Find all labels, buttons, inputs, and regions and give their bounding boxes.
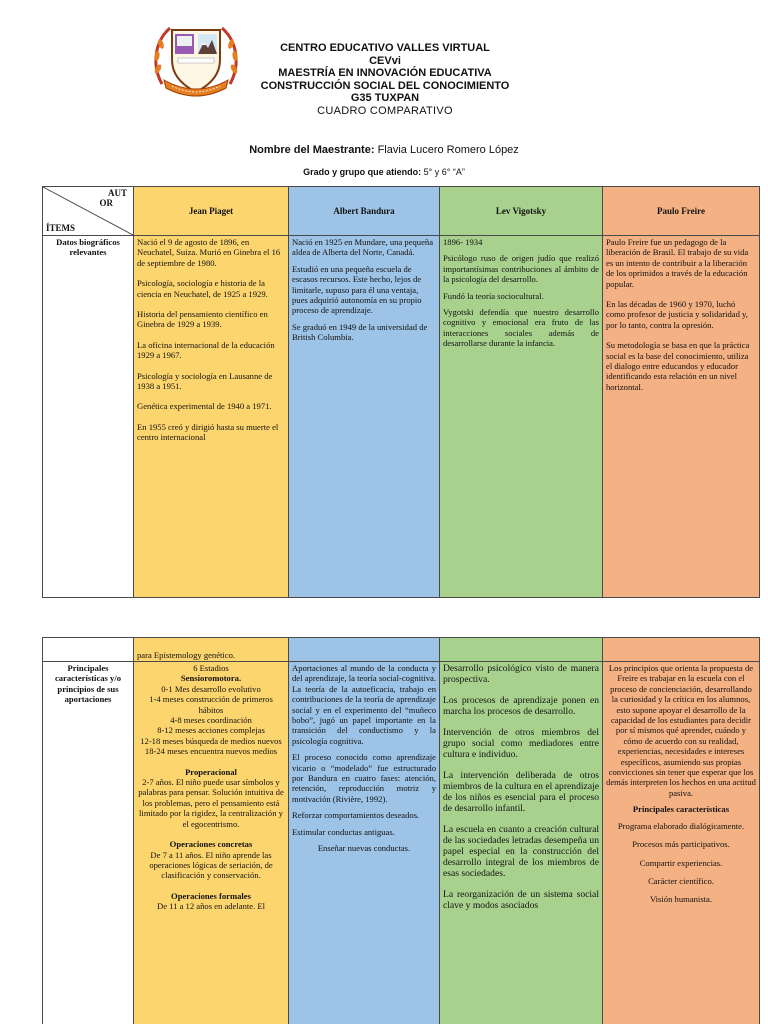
empty-cell bbox=[440, 638, 603, 662]
stage-description: De 7 a 11 años. El niño aprende las operaciones lógicas de seriación, de clasificación y conservación. bbox=[149, 849, 273, 881]
principle-paragraph: Los procesos de aprendizaje ponen en marcha los procesos de desarrollo. bbox=[443, 695, 599, 717]
table-header-row bbox=[43, 187, 760, 236]
characteristic-item: Visión humanista. bbox=[649, 894, 713, 905]
bio-paragraph: Vygotski defendía que nuestro desarrollo cognitivo y emocional era fruto de las interacciones sociales además de desarrollarse durante la infancia. bbox=[443, 307, 599, 349]
comparative-table bbox=[42, 186, 760, 598]
course-name: CONSTRUCCIÓN SOCIAL DEL CONOCIMIENTO bbox=[260, 79, 510, 92]
grade-value: 5° y 6° “A” bbox=[423, 167, 465, 177]
stage-item: 0-1 Mes desarrollo evolutivo bbox=[161, 683, 261, 694]
stage-item: 8-12 meses acciones complejas bbox=[157, 725, 265, 736]
cell-bandura-bio bbox=[289, 236, 440, 598]
school-logo-image bbox=[148, 14, 244, 106]
cell-piaget-bio bbox=[134, 236, 289, 598]
bio-paragraph: La oficina internacional de la educación 1929 a 1967. bbox=[137, 339, 275, 361]
teacher-name: Flavia Lucero Romero López bbox=[377, 144, 519, 156]
document-type: CUADRO COMPARATIVO bbox=[317, 104, 453, 117]
bio-paragraph: Nació en 1925 en Mundare, una pequeña aldea de Alberta del Norte, Canadá. bbox=[292, 237, 434, 258]
cell-piaget-principles bbox=[134, 662, 289, 1024]
empty-cell bbox=[603, 638, 760, 662]
stage-title: Operaciones formales bbox=[171, 890, 251, 901]
row-label-biographical: Datos biográficos relevantes bbox=[43, 236, 134, 598]
bio-paragraph: En 1955 creó y dirigió hasta su muerte el centro internacional bbox=[137, 421, 279, 443]
principle-paragraph: El proceso conocido como aprendizaje vicario o “modelado” fue estructurado por Bandura en cuatro fases: atención, retención, reproducción motriz y motivación (Rivière, 1992). bbox=[292, 752, 436, 804]
bio-paragraph: Psicología y sociología en Lausanne de 1938 a 1951. bbox=[137, 370, 273, 392]
principle-paragraph: Reforzar comportamientos deseados. bbox=[292, 810, 420, 821]
comparative-table-continued bbox=[42, 637, 760, 1024]
principle-paragraph: Los principios que orienta la propuesta de Freire es trabajar en la escuela con el proceso de concienciación, desarrollando la curiosidad y la crítica en los alumnos, esto supone apoyar el desarrollo de la capacidad de los estudiantes para decidir por sí mismos qué aprender, cuándo y cómo de acuerdo con su realidad, experiencias, necesidades e intereses específicos, asumiendo sus propias convicciones sin tener que esperar que los demás interpreten los hechos en una actitud pasiva. bbox=[606, 663, 756, 798]
cell-freire-bio bbox=[603, 236, 760, 598]
bio-paragraph: Historia del pensamiento científico en Ginebra de 1929 a 1939. bbox=[137, 309, 268, 330]
grade-line bbox=[0, 167, 768, 177]
document-header bbox=[0, 0, 768, 185]
table-row-continuation bbox=[43, 638, 760, 662]
principle-paragraph: Intervención de otros miembros del grupo social como mediadores entre cultura e individuo. bbox=[443, 727, 599, 760]
program-name: MAESTRÍA EN INNOVACIÓN EDUCATIVA bbox=[278, 67, 492, 79]
characteristic-item: Programa elaborado dialógicamente. bbox=[617, 820, 745, 831]
characteristic-item: Compartir experiencias. bbox=[639, 857, 723, 868]
table-row-principles bbox=[43, 662, 760, 1024]
principle-paragraph: La reorganización de un sistema social clave y modos asociados bbox=[443, 889, 599, 911]
principle-paragraph: La escuela en cuanto a creación cultural de las sociedades letradas desempeña un papel especial en la construcción del desarrollo integral de los miembros de esas sociedades. bbox=[443, 824, 599, 879]
table-row-biographical bbox=[43, 236, 760, 598]
bio-paragraph: Psicólogo ruso de origen judío que realizó importantísimas contribuciones al ámbito de la psicología del desarrollo. bbox=[443, 253, 599, 285]
bio-paragraph: Genética experimental de 1940 a 1971. bbox=[137, 401, 272, 412]
corner-cell bbox=[43, 187, 134, 236]
stage-title: Operaciones concretas bbox=[169, 839, 253, 850]
principle-paragraph: Aportaciones al mundo de la conducta y del aprendizaje, la teoría social-cognitiva. La teoría de la autoeficacia, trabajo en contribuciones de la teoría de aprendizaje social y en el experimento del “muñeco bobo”, jugó un papel importante en la transición del conductismo y la psicología cognitiva. bbox=[292, 663, 436, 746]
characteristic-item: Carácter científico. bbox=[648, 875, 714, 886]
bio-paragraph: Estudió en una pequeña escuela de escasos recursos. Este hecho, lejos de limitarle, supuso para él una ventaja, pues adquirió autonomía en su propio proceso de aprendizaje. bbox=[292, 263, 422, 316]
institution-acronym: CEVvi bbox=[369, 54, 401, 67]
stage-item: 4-8 meses coordinación bbox=[170, 715, 252, 726]
principle-paragraph: Desarrollo psicológico visto de manera prospectiva. bbox=[443, 663, 599, 685]
corner-items-label: ÍTEMS bbox=[46, 222, 76, 233]
stage-description: De 11 a 12 años en adelante. El bbox=[156, 901, 266, 912]
author-header-freire: Paulo Freire bbox=[603, 187, 760, 236]
cell-vigotsky-principles bbox=[440, 662, 603, 1024]
bio-paragraph: Fundó la teoría sociocultural. bbox=[443, 290, 544, 301]
stage-description: 2-7 años. El niño puede usar símbolos y palabras para pensar. Solución intuitiva de los problemas, pero el pensamiento está limitado por la rigidez, la centralización y el egocentrismo. bbox=[138, 777, 284, 829]
stage-item: 12-18 meses búsqueda de medios nuevos bbox=[140, 735, 282, 746]
bio-paragraph: Se graduó en 1949 de la universidad de British Columbia. bbox=[292, 321, 428, 343]
principle-paragraph: Enseñar nuevas conductas. bbox=[317, 843, 411, 854]
bio-paragraph: Paulo Freire fue un pedagogo de la liberación de Brasil. El trabajo de su vida es un intento de contribuir a la liberación de los oprimidos a través de la educación popular. bbox=[606, 237, 749, 289]
cell-vigotsky-bio bbox=[440, 236, 603, 598]
title-block bbox=[235, 42, 535, 117]
author-header-vigotsky: Lev Vigotsky bbox=[440, 187, 603, 236]
stages-title: 6 Estadios bbox=[193, 663, 229, 673]
cell-freire-principles bbox=[603, 662, 760, 1024]
stage-title: Sensioromotora. bbox=[180, 673, 242, 684]
principle-paragraph: Estimular conductas antiguas. bbox=[292, 826, 395, 837]
characteristic-item: Procesos más participativos. bbox=[632, 839, 730, 850]
bio-paragraph: Psicología, sociología e historia de la ciencia en Neuchatel, de 1925 a 1929. bbox=[137, 278, 268, 299]
author-header-piaget: Jean Piaget bbox=[134, 187, 289, 236]
characteristics-title: Principales características bbox=[632, 804, 730, 815]
author-header-bandura: Albert Bandura bbox=[289, 187, 440, 236]
cell-piaget-continuation bbox=[134, 638, 289, 662]
stage-item: 18-24 meses encuentra nuevos medios bbox=[144, 746, 278, 757]
row-label-principles: Principales características y/o principios de sus aportaciones bbox=[43, 662, 134, 1024]
cell-bandura-principles bbox=[289, 662, 440, 1024]
teacher-label: Nombre del Maestrante: bbox=[249, 144, 375, 156]
bio-paragraph: Nació el 9 de agosto de 1896, en Neuchatel, Suiza. Murió en Ginebra el 16 de septiembre de 1980. bbox=[137, 237, 281, 268]
principle-paragraph: La intervención deliberada de otros miembros de la cultura en el aprendizaje de los niños es esencial para el proceso de desarrollo infantil. bbox=[443, 770, 599, 814]
group-name: G35 TUXPAN bbox=[350, 92, 420, 104]
grade-label: Grado y grupo que atiendo: bbox=[303, 167, 422, 177]
stage-item: 1-4 meses construcción de primeros hábitos bbox=[149, 694, 273, 715]
empty-cell bbox=[43, 638, 134, 662]
bio-paragraph: 1896- 1934 bbox=[443, 237, 483, 247]
stage-title: Properacional bbox=[185, 766, 237, 777]
teacher-line bbox=[0, 144, 768, 156]
bio-paragraph: para Epistemology genético. bbox=[137, 649, 236, 660]
bio-paragraph: En las décadas de 1960 y 1970, luchó como profesor de justicia y solidaridad y, por lo tanto, contra la opresión. bbox=[606, 299, 748, 330]
bio-paragraph: Su metodología se basa en que la práctica social es la base del conocimiento, utiliza el dialogo entre educandos y educador identificando esta relación en un nivel horizontal. bbox=[606, 340, 750, 392]
institution-name: CENTRO EDUCATIVO VALLES VIRTUAL bbox=[280, 42, 490, 54]
corner-author-label: AUT OR bbox=[99, 188, 127, 208]
empty-cell bbox=[289, 638, 440, 662]
